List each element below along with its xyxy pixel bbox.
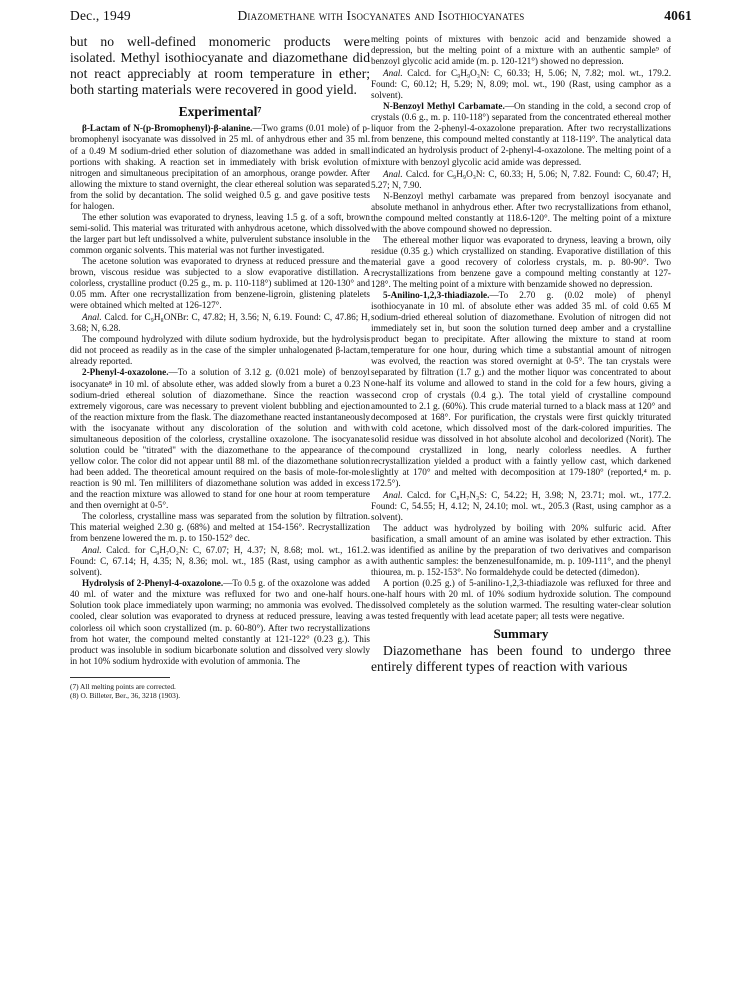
paragraph: The colorless, crystalline mass was separated from the solution by filtration. This material weighed 2.30 g. (68%) and melted at 154-156°. Recrystallization from benzene lowered the m. p. to 150-152° dec. [70, 511, 370, 544]
footnote-divider [70, 677, 170, 678]
section-heading-experimental: Experimental⁷ [178, 104, 262, 120]
left-column [70, 34, 370, 701]
paragraph-beta-lactam: β-Lactam of N-(p-Bromophenyl)-β-alanine.—Two grams (0.01 mole) of p-bromophenyl isocyanate was dissolved in 25 ml. of anhydrous ether and 35 ml. of a 0.49 M sodium-dried ether solution of diazomethane was added in small portions with shaking. A reaction set in immediately with brisk evolution of nitrogen and simultaneous precipitation of an amorphous, orange powder. After allowing the mixture to stand overnight, the clear ethereal solution was separated from the solid by decantation. The solid weighed 0.5 g. and gave positive tests for halogen. [70, 123, 370, 211]
paragraph: The ether solution was evaporated to dryness, leaving 1.5 g. of a soft, brown semi-solid. This material was triturated with anhydrous acetone, which dissolved the larger part but left undissolved a white, pulverulent substance insoluble in the common organic solvents. This material was not further investigated. [70, 211, 370, 255]
footnote-7: (7) All melting points are corrected. [70, 681, 176, 691]
section-heading-summary: Summary [493, 626, 549, 642]
paragraph-carbamate: N-Benzoyl Methyl Carbamate.—On standing in the cold, a second crop of crystals (0.6 g., m. p. 110-118°) separated from the concentrated ethereal mother liquor from the 2-phenyl-4-oxazolone preparation. After two recrystallizations from benzene, this compound melted constantly at 118-119°. The analytical data indicated an hydrolysis product of 2-phenyl-4-oxazolone. The melting point of a mixture with benzoyl glycolic acid amide was depressed. [371, 101, 671, 167]
paragraph: A portion (0.25 g.) of 5-anilino-1,2,3-thiadiazole was refluxed for three and one-half hours with 20 ml. of 10% sodium hydroxide solution. The compound dissolved completely as the solution warmed. The resulting water-clear solution was tested frequently with lead acetate paper; all tests were negative. [371, 578, 671, 622]
paragraph: N-Benzoyl methyl carbamate was prepared from benzoyl isocyanate and absolute methanol in anhydrous ether. After two recrystallizations from ethanol, the compound melted constantly at 118.6-120°. The melting point of a mixture with the above compound showed no depression. [371, 190, 671, 234]
paragraph: The adduct was hydrolyzed by boiling with 20% sulfuric acid. After basification, a small amount of an amine was isolated by ether extraction. This was identified as aniline by the preparation of two derivatives and comparison with authentic samples: the benzenesulfonamide, m. p. 109-111°, and the phenyl thiourea, m. p. 152-153°. No formaldehyde could be detected (dimedon). [371, 523, 671, 578]
paragraph-hydrolysis: Hydrolysis of 2-Phenyl-4-oxazolone.—To 0.5 g. of the oxazolone was added 40 ml. of water and the mixture was refluxed for two and one-half hours. Solution took place immediately upon warming; no ammonia was evolved. The cooled, clear solution was evaporated to dryness at reduced pressure, leaving a colorless oil which soon crystallized (m. p. 60-80°). After two recrystallizations from hot water, the compound melted constantly at 121-122° (0.23 g.). This product was insoluble in sodium bicarbonate solution and dissolved very slowly in hot 10% sodium hydroxide with evolution of ammonia. The [70, 578, 371, 666]
page-number: 4061 [664, 8, 692, 23]
intro-paragraph: but no well-defined monomeric products were isolated. Methyl isothiocyanate and diazomethane did not react appreciably at room temperature in ether; both starting materials were recovered in good yield. [70, 34, 370, 98]
paragraph: The compound hydrolyzed with dilute sodium hydroxide, but the hydrolysis did not proceed as readily as in the case of the simpler unhalogenated β-lactam, already reported. [70, 334, 370, 367]
analysis-paragraph: Anal. Calcd. for C₉H₈ONBr: C, 47.82; H, 3.56; N, 6.19. Found: C, 47.86; H, 3.68; N, 6.28. [70, 312, 370, 334]
running-title: Diazomethane with Isocyanates and Isothiocyanates [237, 8, 525, 23]
footnote-8: (8) O. Billeter, Ber., 36, 3218 (1903). [70, 691, 181, 701]
subheading-thiadiazole: 5-Anilino-1,2,3-thiadiazole. [383, 290, 490, 301]
paragraph-thiadiazole: 5-Anilino-1,2,3-thiadiazole.—To 2.70 g. (0.02 mole) of phenyl isothiocyanate in 10 ml. of absolute ether was added 35 ml. of cold 0.65 M sodium-dried ethereal solution of diazomethane. Evolution of nitrogen did not immediately set in, but soon the solution turned deep amber and a crystalline product began to precipitate. After allowing the mixture to stand at room temperature for one hour, during which time a substantial amount of nitrogen was evolved, the reaction was stored overnight at 0-5°. The tan crystals were separated by filtration (1.7 g.) and the mother liquor was concentrated to about one-half its volume and allowed to stand in the cold for a few hours, giving a second crop of crystals (0.4 g.). The total yield of crystalline compound amounted to 2.1 g. (60%). This crude material turned to a black mass at 120° and decomposed at 168°. For purification, the crystals were first quickly triturated with cold acetone, which dissolved most of the dark-colored impurities. The solid residue was dissolved in hot absolute alcohol and decolorized (Norit). The compound crystallized in long, nearly colorless needles. A further recrystallization yielded a product with a faintly yellow cast, which darkened slightly at 170° and melted with decomposition at 179-180° (reported,⁴ m. p. 172.5°). [371, 290, 671, 488]
paragraph: The acetone solution was evaporated to dryness at reduced pressure and the brown, viscous residue was subjected to a slow evaporative distillation. A colorless, crystalline product (0.25 g., m. p. 110-118°) sublimed at 120-130° and 0.05 mm. After one recrystallization from benzene-ligroin, glistening platelets were obtained which melted at 126-127°. [70, 255, 370, 311]
paragraph: melting points of mixtures with benzoic acid and benzamide showed a depression, but the melting point of a mixture with an authentic sample⁹ of benzoyl glycolic acid amide (m. p. 120-121°) showed no depression. [371, 34, 671, 67]
analysis-paragraph: Anal. Calcd. for C₉H₉O₃N: C, 60.33; H, 5.06; N, 7.82. Found: C, 60.47; H, 5.27; N, 7.90. [371, 168, 671, 190]
analysis-paragraph: Anal. Calcd. for C₈H₇N₃S: C, 54.22; H, 3.98; N, 23.71; mol. wt., 177.2. Found: C, 54.55; H, 4.12; N, 24.10; mol. wt., 205.3 (Rast, using camphor as a solvent). [371, 489, 671, 523]
subheading-oxazolone: 2-Phenyl-4-oxazolone. [82, 367, 169, 378]
summary-paragraph: Diazomethane has been found to undergo three entirely different types of reaction with various [371, 642, 671, 674]
analysis-paragraph: Anal. Calcd. for C₉H₉O₃N: C, 60.33; H, 5.06; N, 7.82; mol. wt., 179.2. Found: C, 60.12; H, 5.29; N, 8.09; mol. wt., 190 (Rast, using camphor as a solvent). [371, 68, 671, 101]
subheading-hydrolysis: Hydrolysis of 2-Phenyl-4-oxazolone. [82, 578, 224, 589]
header-date: Dec., 1949 [70, 8, 131, 23]
paragraph-oxazolone: 2-Phenyl-4-oxazolone.—To a solution of 3.12 g. (0.021 mole) of benzoyl isocyanate⁸ in 10 ml. of absolute ether, was added slowly from a buret a 0.23 N sodium-dried ethereal solution of diazomethane. Since the reaction was extremely vigorous, care was necessary to prevent violent bubbling and ejection of the reaction mixture from the flask. The diazomethane reacted instantaneously with the isocyanate without any discoloration of the solution and with simultaneous deposition of the colorless, crystalline oxazolone. The isocyanate solution could be "titrated" with the diazomethane to the appearance of the yellow color. The color did not appear until 88 ml. of the diazomethane solution had been added. The theoretical amount required on the basis of mole-for-mole reaction is 90 ml. Ten milliliters of diazomethane solution was added in excess and the reaction mixture was allowed to stand for one hour at room temperature and then overnight at 0-5°. [70, 367, 370, 511]
right-column [371, 34, 671, 675]
analysis-paragraph: Anal. Calcd. for C₉H₇O₂N: C, 67.07; H, 4.37; N, 8.68; mol. wt., 161.2. Found: C, 67.14; H, 4.35; N, 8.36; mol. wt., 185 (Rast, using camphor as a solvent). [70, 545, 370, 578]
page-header [70, 8, 692, 26]
paragraph: The ethereal mother liquor was evaporated to dryness, leaving a brown, oily residue (0.35 g.) which crystallized on standing. Evaporative distillation of this material gave a good recovery of colorless crystals, m. p. 80-90°. Two recrystallizations from benzene gave a compound melting constantly at 127-128°. The melting point of a mixture with benzamide showed no depression. [371, 234, 671, 290]
subheading-beta-lactam: β-Lactam of N-(p-Bromophenyl)-β-alanine. [82, 123, 253, 134]
subheading-carbamate: N-Benzoyl Methyl Carbamate. [383, 101, 505, 112]
